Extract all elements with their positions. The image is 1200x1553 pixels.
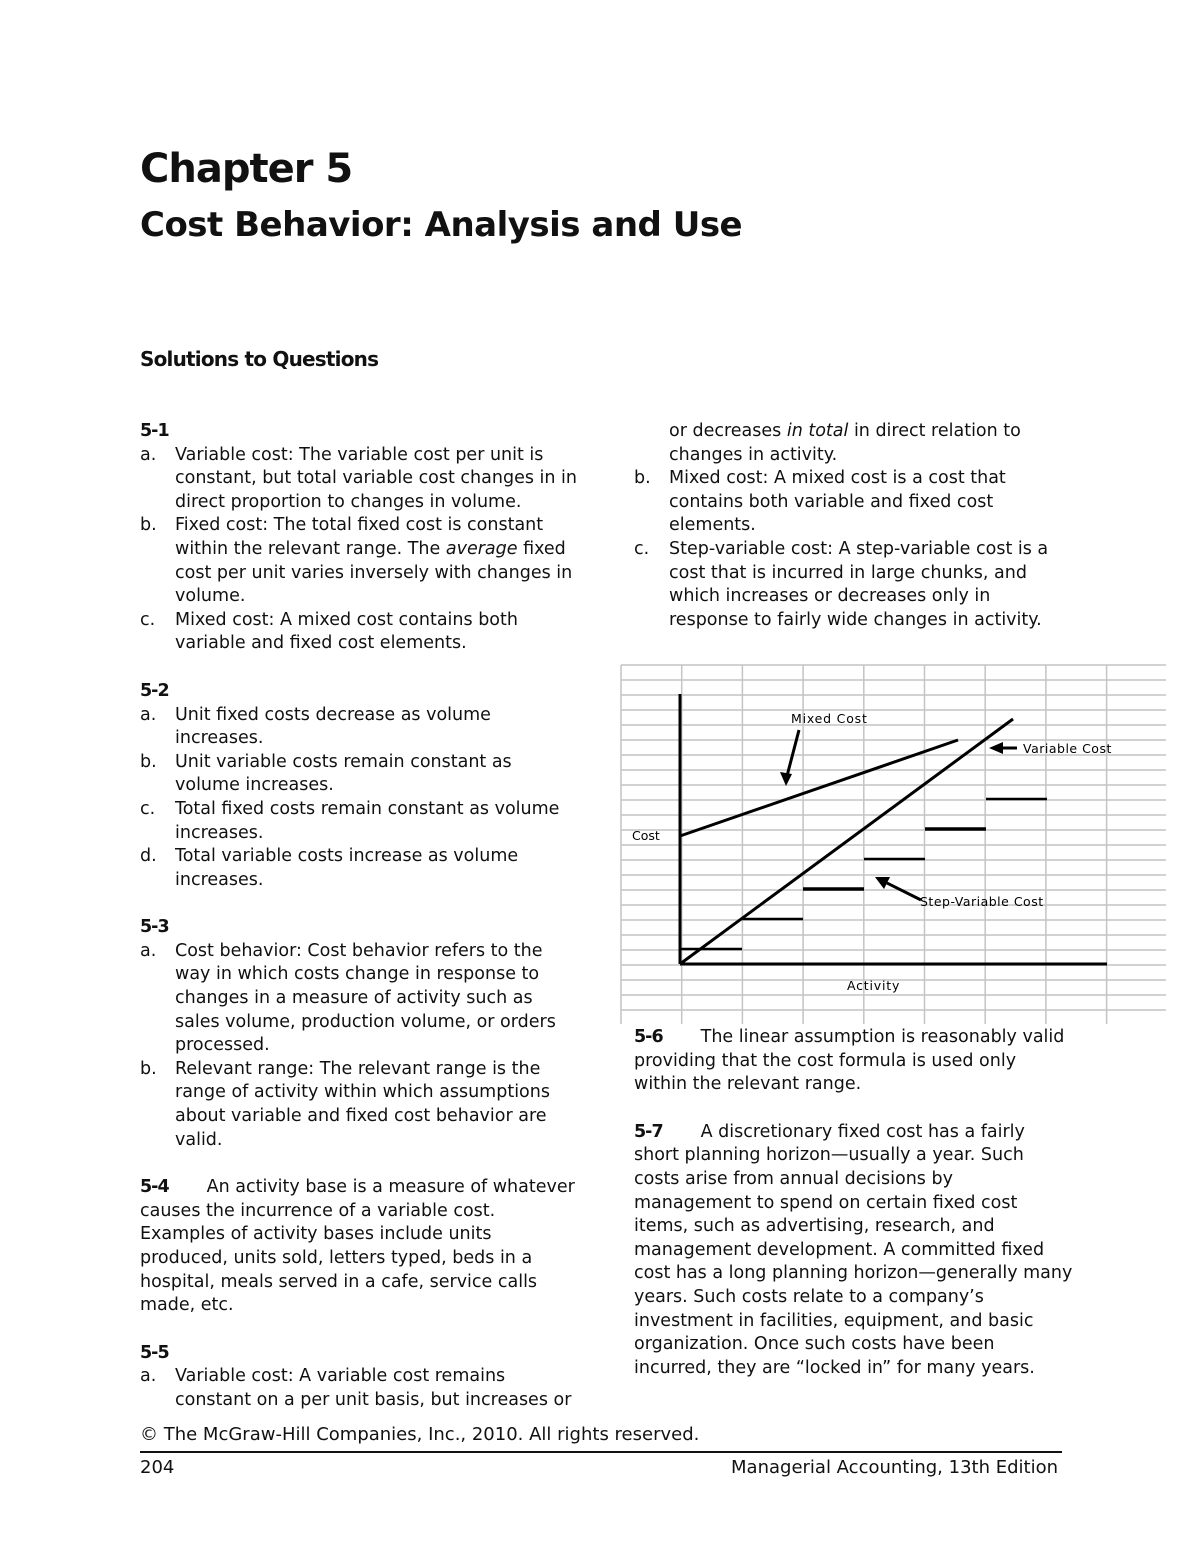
book-title: Managerial Accounting, 13th Edition — [731, 1457, 1058, 1478]
answer-item: c. Total fixed costs remain constant as volume increases. — [140, 798, 560, 843]
question-number: 5-3 — [140, 917, 169, 938]
chart-grid — [621, 665, 1166, 1024]
x-axis-label: Activity — [847, 978, 901, 993]
cost-behavior-chart — [620, 664, 1168, 1026]
answer-paragraph: 5-7 A discretionary fixed cost has a fairly short planning horizon—usually a year. Such costs arise from annual decisions by management to spend on certain fixed cost items, such as advertising, research, and management development. A committed fixed cost has a long planning horizon—generally many years. Such costs relate to a company’s investment in facilities, equipment, and basic organization. Once such costs have been incurred, they are “locked in” for many years. — [634, 1121, 1073, 1378]
mixed-cost-label: Mixed Cost — [791, 711, 868, 726]
arrow-head-icon — [780, 772, 792, 786]
step-variable-cost-label: Step-Variable Cost — [920, 894, 1044, 909]
answer-item: b. Fixed cost: The total fixed cost is constant within the relevant range. The average fixed cost per unit varies inversely with changes in volume. — [140, 515, 573, 607]
split-text-first-part: Variable cost: A variable cost remains constant on a per unit basis, but increases or — [175, 1366, 572, 1410]
answer-item: b. Mixed cost: A mixed cost is a cost that contains both variable and fixed cost elements. — [634, 468, 1006, 536]
answer-paragraph: 5-4 An activity base is a measure of whatever causes the incurrence of a variable cost. Examples of activity bases include units produced, units sold, letters typed, beds in a hospital, meals served in a cafe, service calls made, etc. — [140, 1177, 575, 1316]
right-column-lower — [634, 1026, 1074, 1380]
answer-item: a. Unit fixed costs decrease as volume increases. — [140, 704, 491, 749]
question-number: 5-2 — [140, 680, 169, 701]
copyright-notice: © The McGraw-Hill Companies, Inc., 2010. All rights reserved. — [140, 1424, 700, 1445]
answer-paragraph: 5-6 The linear assumption is reasonably valid providing that the cost formula is used only within the relevant range. — [634, 1027, 1065, 1095]
answer-item: c. Mixed cost: A mixed cost contains both variable and fixed cost elements. — [140, 609, 518, 654]
answer-item: b. Relevant range: The relevant range is the range of activity within which assumptions about variable and fixed cost behavior are valid. — [140, 1058, 550, 1150]
right-column — [634, 420, 1074, 632]
answer-item: b. Unit variable costs remain constant as volume increases. — [140, 751, 512, 796]
question-number: 5-5 — [140, 1342, 169, 1363]
question-number: 5-1 — [140, 421, 169, 441]
left-column — [140, 420, 580, 1412]
variable-cost-label: Variable Cost — [1023, 741, 1112, 756]
arrow-head-icon — [989, 742, 1003, 754]
step-cost-arrow — [887, 883, 921, 900]
page-number: 204 — [140, 1457, 175, 1478]
answer-item: d. Total variable costs increase as volume increases. — [140, 846, 519, 890]
answer-item: c. Step-variable cost: A step-variable cost is a cost that is incurred in large chunks, and which increases or decreases only in response to fairly wide changes in activity. — [634, 538, 1049, 630]
mixed-cost-arrow — [787, 730, 799, 776]
answer-item: a. Variable cost: A variable cost remains constant on a per unit basis, but increases or — [140, 1365, 580, 1412]
y-axis-label: Cost — [632, 828, 660, 843]
chapter-title: Chapter 5 — [140, 146, 353, 192]
section-heading: Solutions to Questions — [140, 347, 379, 371]
footer-rule — [140, 1451, 1062, 1453]
chapter-subtitle: Cost Behavior: Analysis and Use — [140, 205, 743, 245]
answer-item: a. Cost behavior: Cost behavior refers to the way in which costs change in response to changes in a measure of activity such as sales volume, production volume, or orders processed. — [140, 940, 556, 1056]
answer-item: a. Variable cost: The variable cost per unit is constant, but total variable cost changes in in direct proportion to changes in volume. — [140, 444, 577, 512]
answer-item-continued: or decreases in total in direct relation to changes in activity. — [669, 421, 1021, 465]
